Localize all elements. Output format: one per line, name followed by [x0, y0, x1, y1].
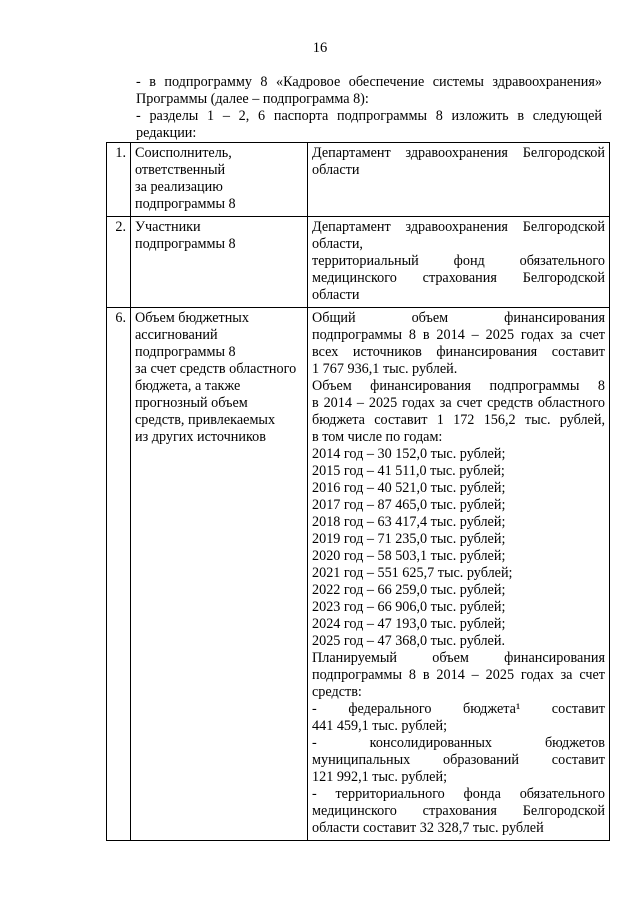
row-content-line: области,: [312, 236, 363, 252]
row-content-line: 2024 год – 47 193,0 тыс. рублей;: [312, 616, 506, 632]
row-content-line: области: [312, 162, 360, 178]
row-content-line: территориальный фонд обязательного: [312, 253, 605, 269]
row-content-line: в том числе по годам:: [312, 429, 443, 445]
row-content-line: 2023 год – 66 906,0 тыс. рублей;: [312, 599, 506, 615]
row-content-line: 121 992,1 тыс. рублей;: [312, 769, 448, 785]
row-content-line: муниципальных образований составит: [312, 752, 605, 768]
row-number: 2.: [107, 217, 131, 308]
row-label-line: Соисполнитель,: [135, 145, 232, 161]
row-content-line: 2020 год – 58 503,1 тыс. рублей;: [312, 548, 506, 564]
row-content-line: 2021 год – 551 625,7 тыс. рублей;: [312, 565, 513, 581]
row-label-line: ответственный: [135, 162, 226, 178]
row-content-line: средств:: [312, 684, 362, 700]
row-content-line: 2016 год – 40 521,0 тыс. рублей;: [312, 480, 506, 496]
row-content-line: Объем финансирования подпрограммы 8: [312, 378, 605, 394]
row-label-line: подпрограммы 8: [135, 344, 236, 360]
row-content-line: 441 459,1 тыс. рублей;: [312, 718, 448, 734]
row-label-line: подпрограммы 8: [135, 196, 236, 212]
row-label-line: за счет средств областного: [135, 361, 297, 377]
row-content-line: Планируемый объем финансирования: [312, 650, 605, 666]
row-content-line: области составит 32 328,7 тыс. рублей: [312, 820, 544, 836]
row-content-line: всех источников финансирования составит: [312, 344, 605, 360]
row-content-line: Департамент здравоохранения Белгородской: [312, 145, 605, 161]
passport-table-body: [107, 143, 610, 841]
table-row: [107, 217, 610, 308]
row-number: 1.: [107, 143, 131, 217]
row-label-line: Объем бюджетных: [135, 310, 249, 326]
row-content-line: 2014 год – 30 152,0 тыс. рублей;: [312, 446, 506, 462]
page-number: 16: [312, 40, 328, 56]
row-content-cell: [308, 143, 610, 217]
row-label-line: подпрограммы 8: [135, 236, 236, 252]
row-label-line: Участники: [135, 219, 201, 235]
row-content-line: - федерального бюджета¹ составит: [312, 701, 605, 717]
row-content-line: 2019 год – 71 235,0 тыс. рублей;: [312, 531, 506, 547]
row-label-line: ассигнований: [135, 327, 218, 343]
row-label-line: за реализацию: [135, 179, 223, 195]
row-content-cell: [308, 308, 610, 841]
row-label-line: бюджета, а также: [135, 378, 241, 394]
row-content-line: 2018 год – 63 417,4 тыс. рублей;: [312, 514, 506, 530]
row-content-line: бюджета составит 1 172 156,2 тыс. рублей,: [312, 412, 605, 428]
row-content-line: 2025 год – 47 368,0 тыс. рублей.: [312, 633, 505, 649]
row-content-line: 2022 год – 66 259,0 тыс. рублей;: [312, 582, 506, 598]
row-content-line: - территориального фонда обязательного: [312, 786, 605, 802]
row-content-line: Департамент здравоохранения Белгородской: [312, 219, 605, 235]
row-content-line: Общий объем финансирования: [312, 310, 605, 326]
passport-table: [106, 142, 610, 841]
row-content-line: 2017 год – 87 465,0 тыс. рублей;: [312, 497, 506, 513]
row-label-cell: [131, 217, 308, 308]
row-label-cell: [131, 143, 308, 217]
intro-text-2: - разделы 1 – 2, 6 паспорта подпрограммы 8 изложить в следующей редакции:: [136, 108, 602, 141]
row-content-line: подпрограммы 8 в 2014 – 2025 годах за счет: [312, 327, 605, 343]
row-content-line: подпрограммы 8 в 2014 – 2025 годах за счет: [312, 667, 605, 683]
row-content-line: в 2014 – 2025 годах за счет средств областного: [312, 395, 605, 411]
table-row: [107, 308, 610, 841]
row-content-line: области: [312, 287, 360, 303]
row-content-line: медицинского страхования Белгородской: [312, 270, 605, 286]
row-label-line: из других источников: [135, 429, 266, 445]
row-label-cell: [131, 308, 308, 841]
row-number: 6.: [107, 308, 131, 841]
row-content-cell: [308, 217, 610, 308]
row-content-line: медицинского страхования Белгородской: [312, 803, 605, 819]
row-content-line: - консолидированных бюджетов: [312, 735, 605, 751]
intro-paragraph-2: [106, 108, 602, 142]
row-content-line: 2015 год – 41 511,0 тыс. рублей;: [312, 463, 505, 479]
row-content-line: 1 767 936,1 тыс. рублей.: [312, 361, 458, 377]
intro-text-1: - в подпрограмму 8 «Кадровое обеспечение системы здравоохранения» Программы (далее – подпрограмма 8):: [136, 74, 602, 107]
row-label-line: средств, привлекаемых: [135, 412, 276, 428]
intro-paragraph-1: [106, 74, 602, 108]
table-row: [107, 143, 610, 217]
row-label-line: прогнозный объем: [135, 395, 248, 411]
